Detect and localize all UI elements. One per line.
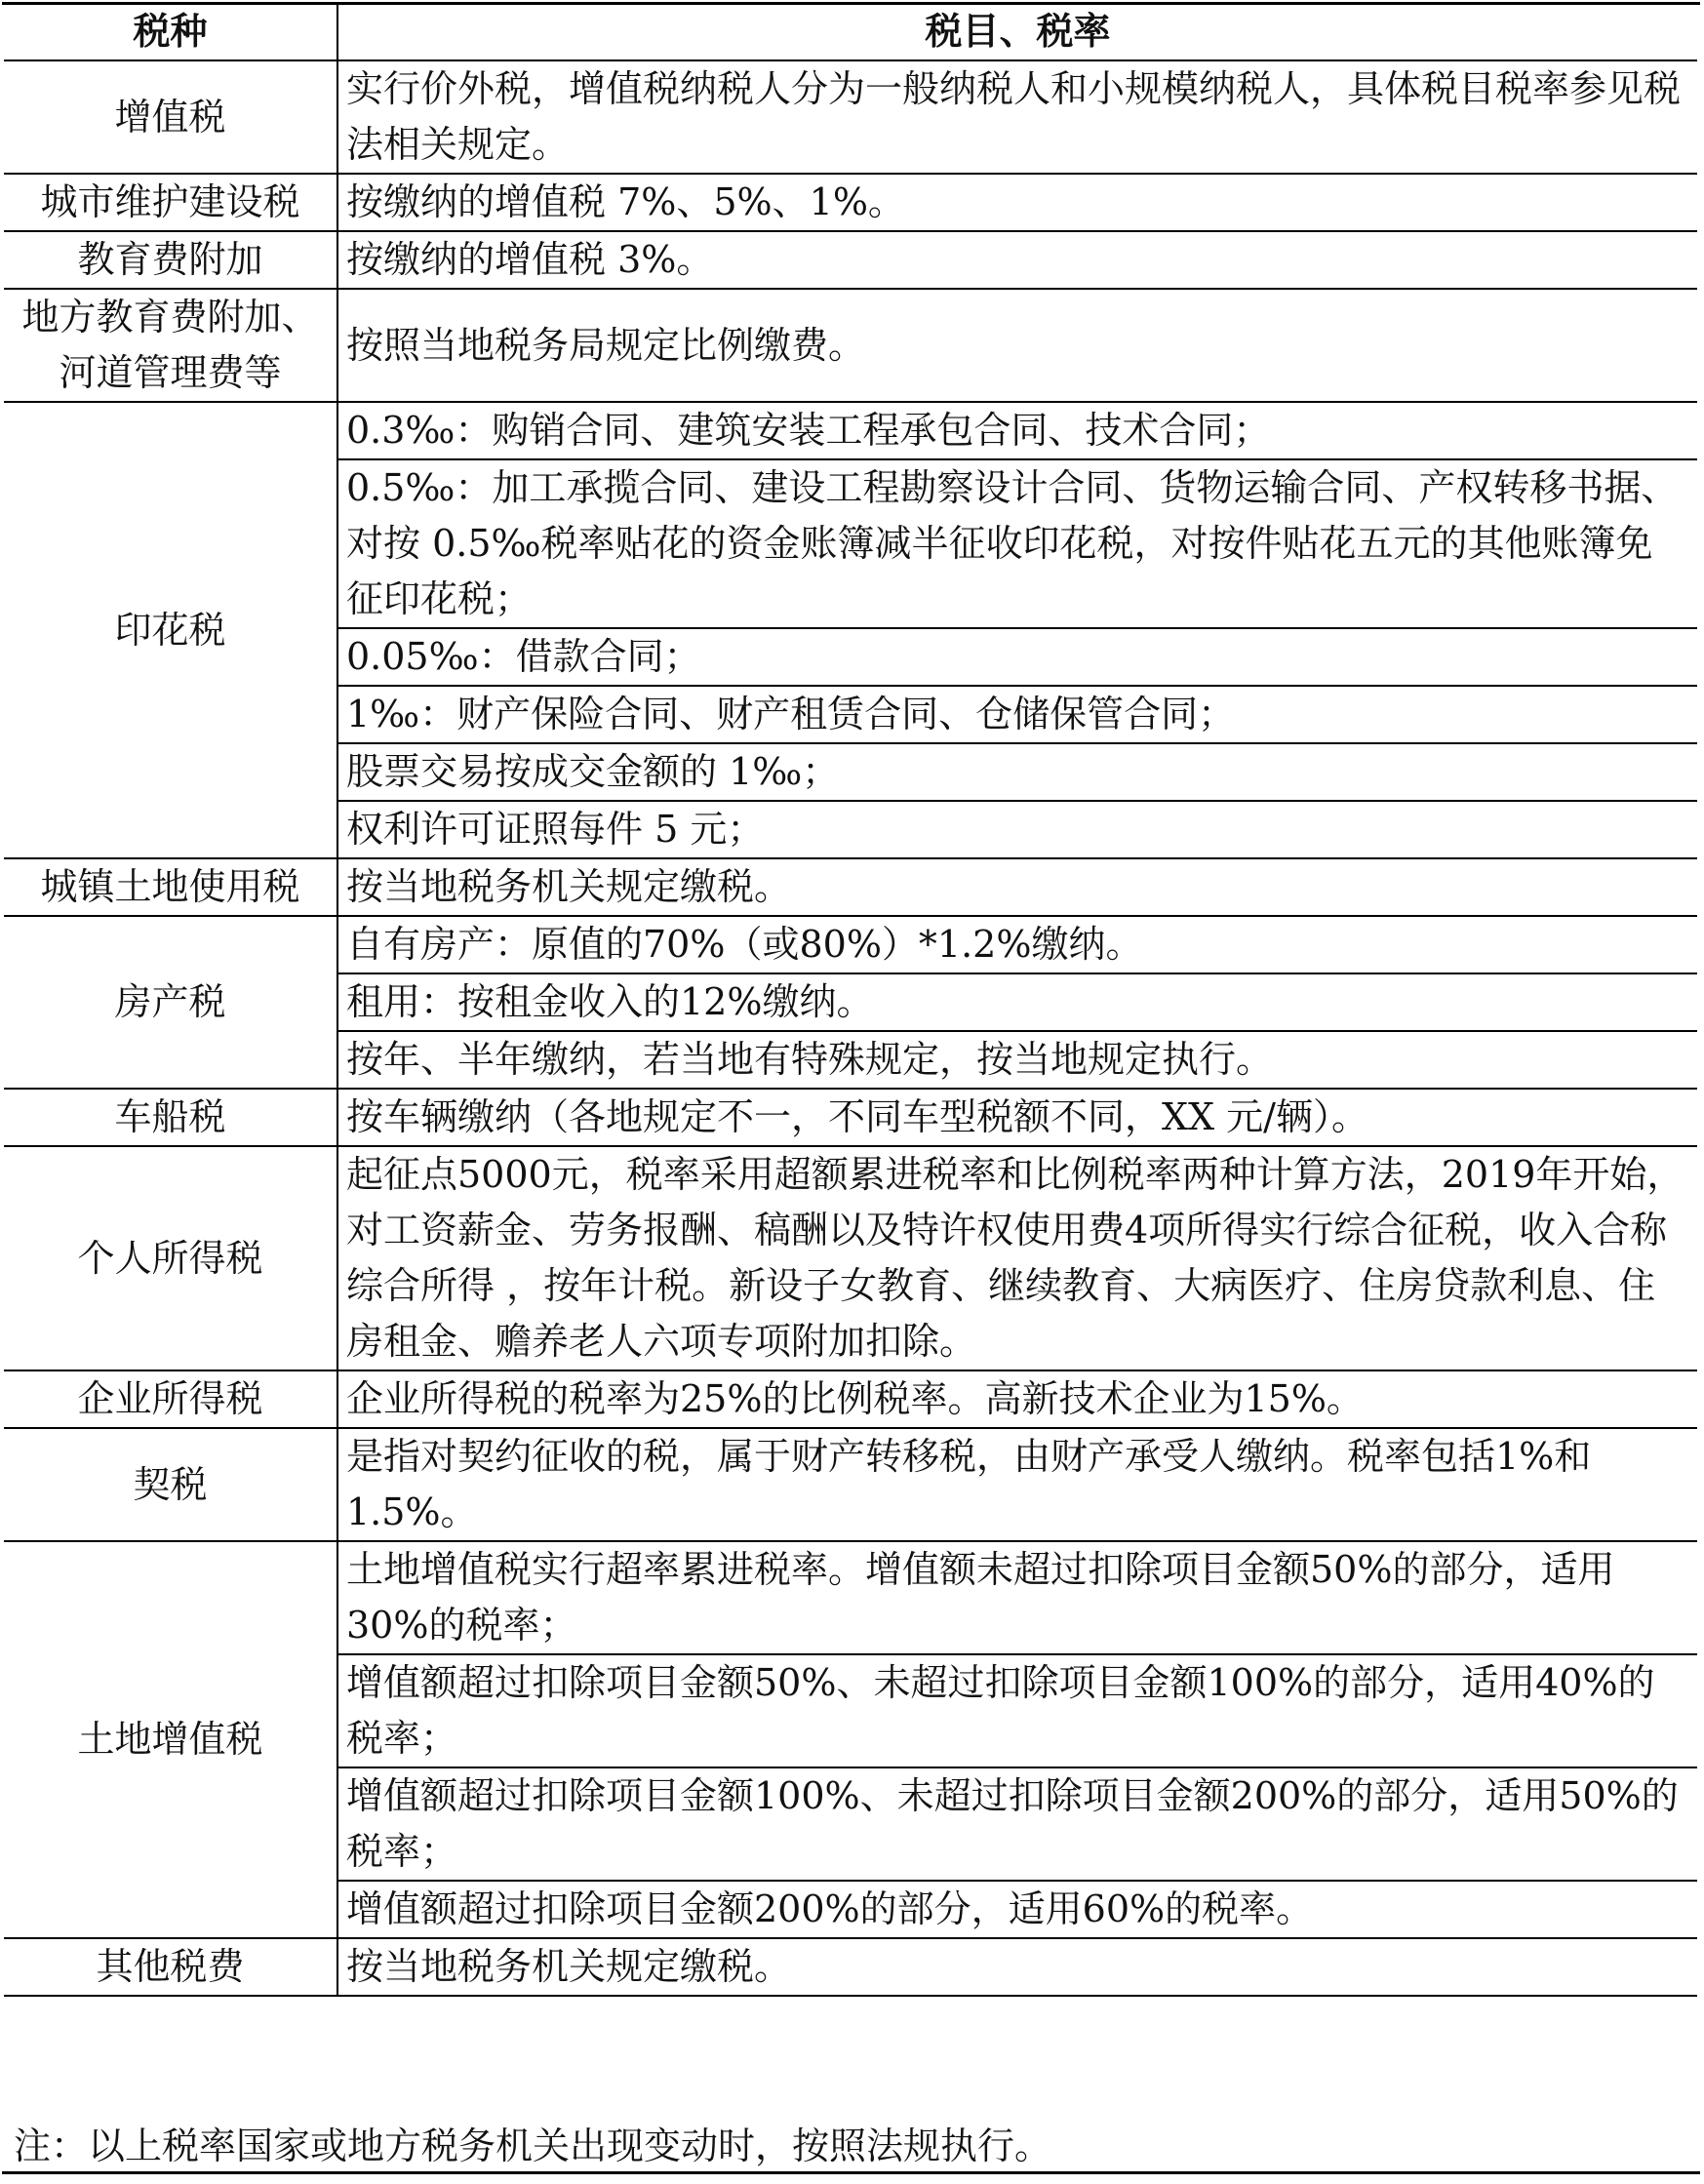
tax-kind-cell: 企业所得税: [4, 1370, 337, 1428]
tax-detail-cell: 按车辆缴纳（各地规定不一，不同车型税额不同，XX 元/辆）。: [337, 1089, 1697, 1146]
tax-detail-cell: 股票交易按成交金额的 1‰；: [337, 743, 1697, 801]
tax-kind-cell: 个人所得税: [4, 1146, 337, 1370]
tax-detail-cell: 权利许可证照每件 5 元；: [337, 801, 1697, 858]
tax-detail-cell: 按缴纳的增值税 7%、5%、1%。: [337, 174, 1697, 231]
tax-detail-cell: 土地增值税实行超率累进税率。增值额未超过扣除项目金额50%的部分，适用30%的税率；: [337, 1541, 1697, 1654]
tax-kind-cell: 增值税: [4, 60, 337, 174]
tax-detail-cell: 按照当地税务局规定比例缴费。: [337, 289, 1697, 402]
tax-detail-cell: 实行价外税，增值税纳税人分为一般纳税人和小规模纳税人，具体税目税率参见税法相关规定。: [337, 60, 1697, 174]
tax-kind-cell: 其他税费: [4, 1938, 337, 1996]
tax-detail-cell: 企业所得税的税率为25%的比例税率。高新技术企业为15%。: [337, 1370, 1697, 1428]
table-row: [4, 1428, 1697, 1541]
tax-detail-cell: 0.05‰：借款合同；: [337, 628, 1697, 686]
table-row: [4, 858, 1697, 916]
table-row: [4, 1938, 1697, 1996]
tax-kind-cell: 印花税: [4, 402, 337, 858]
tax-detail-cell: 增值额超过扣除项目金额50%、未超过扣除项目金额100%的部分，适用40%的税率；: [337, 1654, 1697, 1767]
tax-kind-cell: 土地增值税: [4, 1541, 337, 1938]
table-body: [4, 60, 1697, 1996]
header-tax-kind: 税种: [4, 4, 337, 60]
tax-detail-cell: 1‰：财产保险合同、财产租赁合同、仓储保管合同；: [337, 686, 1697, 743]
tax-detail-cell: 自有房产：原值的70%（或80%）*1.2%缴纳。: [337, 916, 1697, 973]
table-row: [4, 1146, 1697, 1370]
tax-detail-cell: 起征点5000元，税率采用超额累进税率和比例税率两种计算方法，2019年开始，对工资薪金、劳务报酬、稿酬以及特许权使用费4项所得实行综合征税，收入合称综合所得 ，按年计税。新设子女教育、继续教育、大病医疗、住房贷款利息、住房租金、赡养老人六项专项附加扣除。: [337, 1146, 1697, 1370]
table-row: [4, 60, 1697, 174]
tax-kind-cell: 房产税: [4, 916, 337, 1089]
header-tax-item-rate: 税目、税率: [337, 4, 1697, 60]
tax-kind-cell: 城市维护建设税: [4, 174, 337, 231]
table-row: [4, 289, 1697, 402]
tax-detail-cell: 按年、半年缴纳，若当地有特殊规定，按当地规定执行。: [337, 1031, 1697, 1089]
tax-detail-cell: 按缴纳的增值税 3%。: [337, 231, 1697, 289]
table-row: [4, 1541, 1697, 1654]
tax-kind-cell: 契税: [4, 1428, 337, 1541]
table-row: [4, 1089, 1697, 1146]
table-row: [4, 174, 1697, 231]
tax-rate-table: [4, 4, 1697, 1997]
tax-detail-cell: 是指对契约征收的税，属于财产转移税，由财产承受人缴纳。税率包括1%和 1.5%。: [337, 1428, 1697, 1541]
tax-kind-cell: 城镇土地使用税: [4, 858, 337, 916]
table-header-row: [4, 4, 1697, 60]
tax-detail-cell: 按当地税务机关规定缴税。: [337, 1938, 1697, 1996]
tax-kind-cell: 车船税: [4, 1089, 337, 1146]
tax-kind-cell: 地方教育费附加、河道管理费等: [4, 289, 337, 402]
tax-detail-cell: 0.3‰：购销合同、建筑安装工程承包合同、技术合同；: [337, 402, 1697, 459]
table-row: [4, 402, 1697, 459]
tax-detail-cell: 0.5‰：加工承揽合同、建设工程勘察设计合同、货物运输合同、产权转移书据、对按 0.5‰税率贴花的资金账簿减半征收印花税，对按件贴花五元的其他账簿免征印花税；: [337, 459, 1697, 628]
table-row: [4, 916, 1697, 973]
tax-detail-cell: 租用：按租金收入的12%缴纳。: [337, 973, 1697, 1031]
tax-detail-cell: 按当地税务机关规定缴税。: [337, 858, 1697, 916]
tax-kind-cell: 教育费附加: [4, 231, 337, 289]
tax-detail-cell: 增值额超过扣除项目金额200%的部分，适用60%的税率。: [337, 1881, 1697, 1938]
table-row: [4, 1370, 1697, 1428]
footnote: 注：以上税率国家或地方税务机关出现变动时，按照法规执行。: [14, 2124, 1052, 2167]
table-row: [4, 231, 1697, 289]
tax-detail-cell: 增值额超过扣除项目金额100%、未超过扣除项目金额200%的部分，适用50%的税率；: [337, 1767, 1697, 1881]
